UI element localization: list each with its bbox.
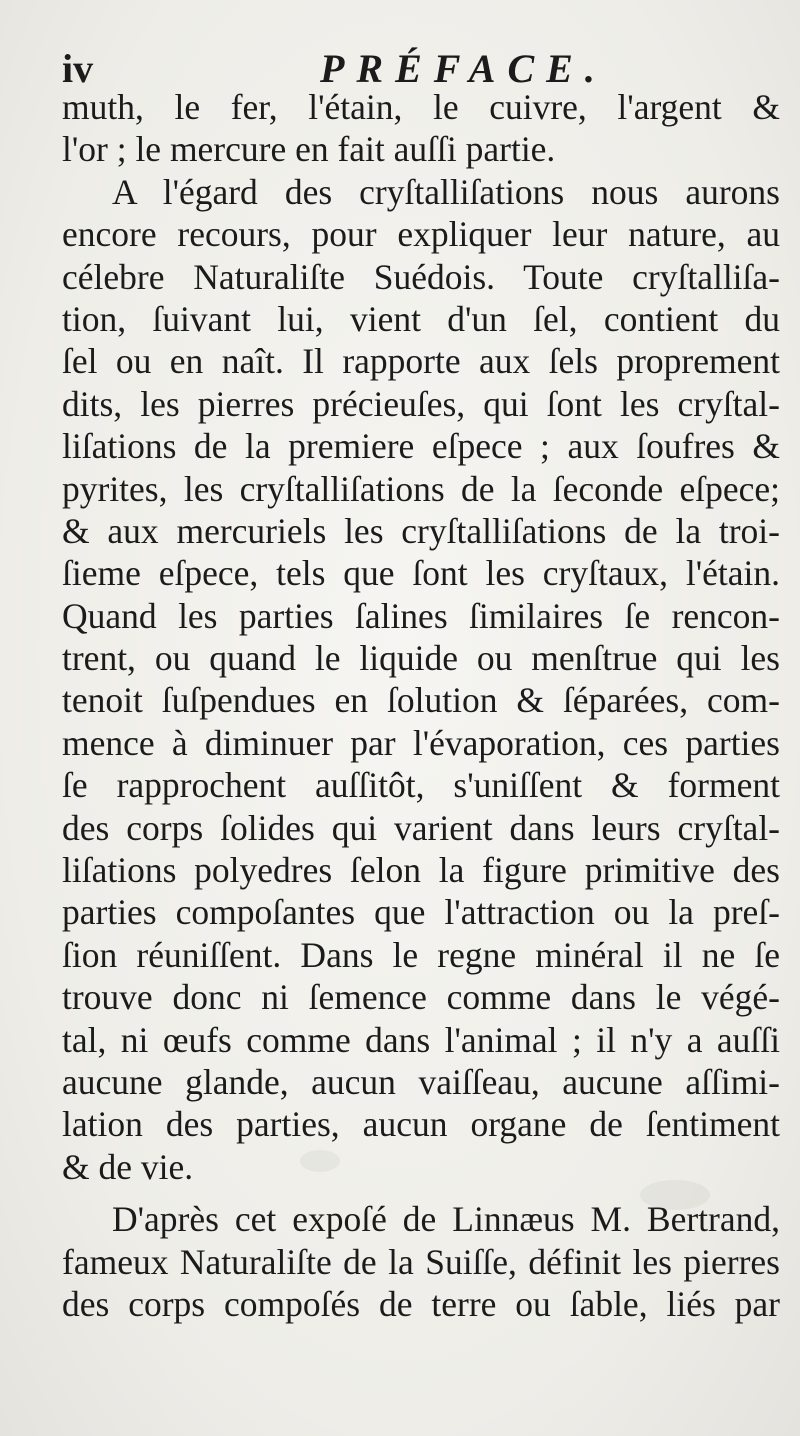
- text-line: & aux mercuriels les cryſtalliſations de la troi-: [62, 510, 780, 551]
- text-line: célebre Naturaliſte Suédois. Toute cryſtalliſa-: [62, 256, 780, 297]
- text-line: dits, les pierres précieuſes, qui ſont les cryſtal-: [62, 383, 780, 424]
- text-line: trouve donc ni ſemence comme dans le végé-: [62, 977, 780, 1018]
- text-line: ſel ou en naît. Il rapporte aux ſels proprement: [62, 341, 780, 382]
- text-line: des corps ſolides qui varient dans leurs cryſtal-: [62, 807, 780, 848]
- text-line: Quand les parties ſalines ſimilaires ſe rencon-: [62, 595, 780, 636]
- paragraph-spacer: [62, 1188, 780, 1198]
- text-line: l'or ; le mercure en fait auſſi partie.: [62, 129, 556, 170]
- text-line: ſe rapprochent auſſitôt, s'uniſſent & forment: [62, 765, 780, 806]
- paragraph-3: [62, 1198, 780, 1325]
- text-line: encore recours, pour expliquer leur nature, au: [62, 214, 780, 255]
- text-line: lation des parties, aucun organe de ſentiment: [62, 1104, 780, 1145]
- text-line: tal, ni œufs comme dans l'animal ; il n'y a auſſi: [62, 1019, 780, 1060]
- text-line: des corps compoſés de terre ou ſable, liés par: [62, 1283, 780, 1324]
- text-line: fameux Naturaliſte de la Suiſſe, définit les pierres: [62, 1241, 780, 1282]
- text-line: tion, ſuivant lui, vient d'un ſel, contient du: [62, 298, 780, 339]
- text-line: pyrites, les cryſtalliſations de la ſeconde eſpece;: [62, 468, 780, 509]
- text-line: A l'égard des cryſtalliſations nous aurons: [112, 171, 780, 212]
- body-text: [62, 86, 780, 1325]
- text-line: parties compoſantes que l'attraction ou la preſ-: [62, 892, 780, 933]
- running-title: PRÉFACE.: [320, 46, 607, 91]
- text-line: mence à diminuer par l'évaporation, ces parties: [62, 722, 780, 763]
- text-line: D'après cet expoſé de Linnæus M. Bertrand,: [112, 1199, 780, 1240]
- paragraph-2: [62, 171, 780, 1188]
- text-line: aucune glande, aucun vaiſſeau, aucune aſſimi-: [62, 1061, 780, 1102]
- text-line: muth, le fer, l'étain, le cuivre, l'argent &: [62, 87, 780, 127]
- text-line: & de vie.: [62, 1146, 194, 1187]
- text-line: ſion réuniſſent. Dans le regne minéral il ne ſe: [62, 934, 780, 975]
- text-line: ſieme eſpece, tels que ſont les cryſtaux, l'étain.: [62, 553, 780, 594]
- text-line: trent, ou quand le liquide ou menſtrue qui les: [62, 638, 780, 679]
- text-line: tenoit ſuſpendues en ſolution & ſéparées, com-: [62, 680, 780, 721]
- text-line: liſations de la premiere eſpece ; aux ſoufres &: [62, 426, 780, 467]
- paragraph-1: [62, 86, 780, 171]
- page-number: iv: [62, 46, 94, 91]
- text-line: liſations polyedres ſelon la figure primitive des: [62, 850, 780, 891]
